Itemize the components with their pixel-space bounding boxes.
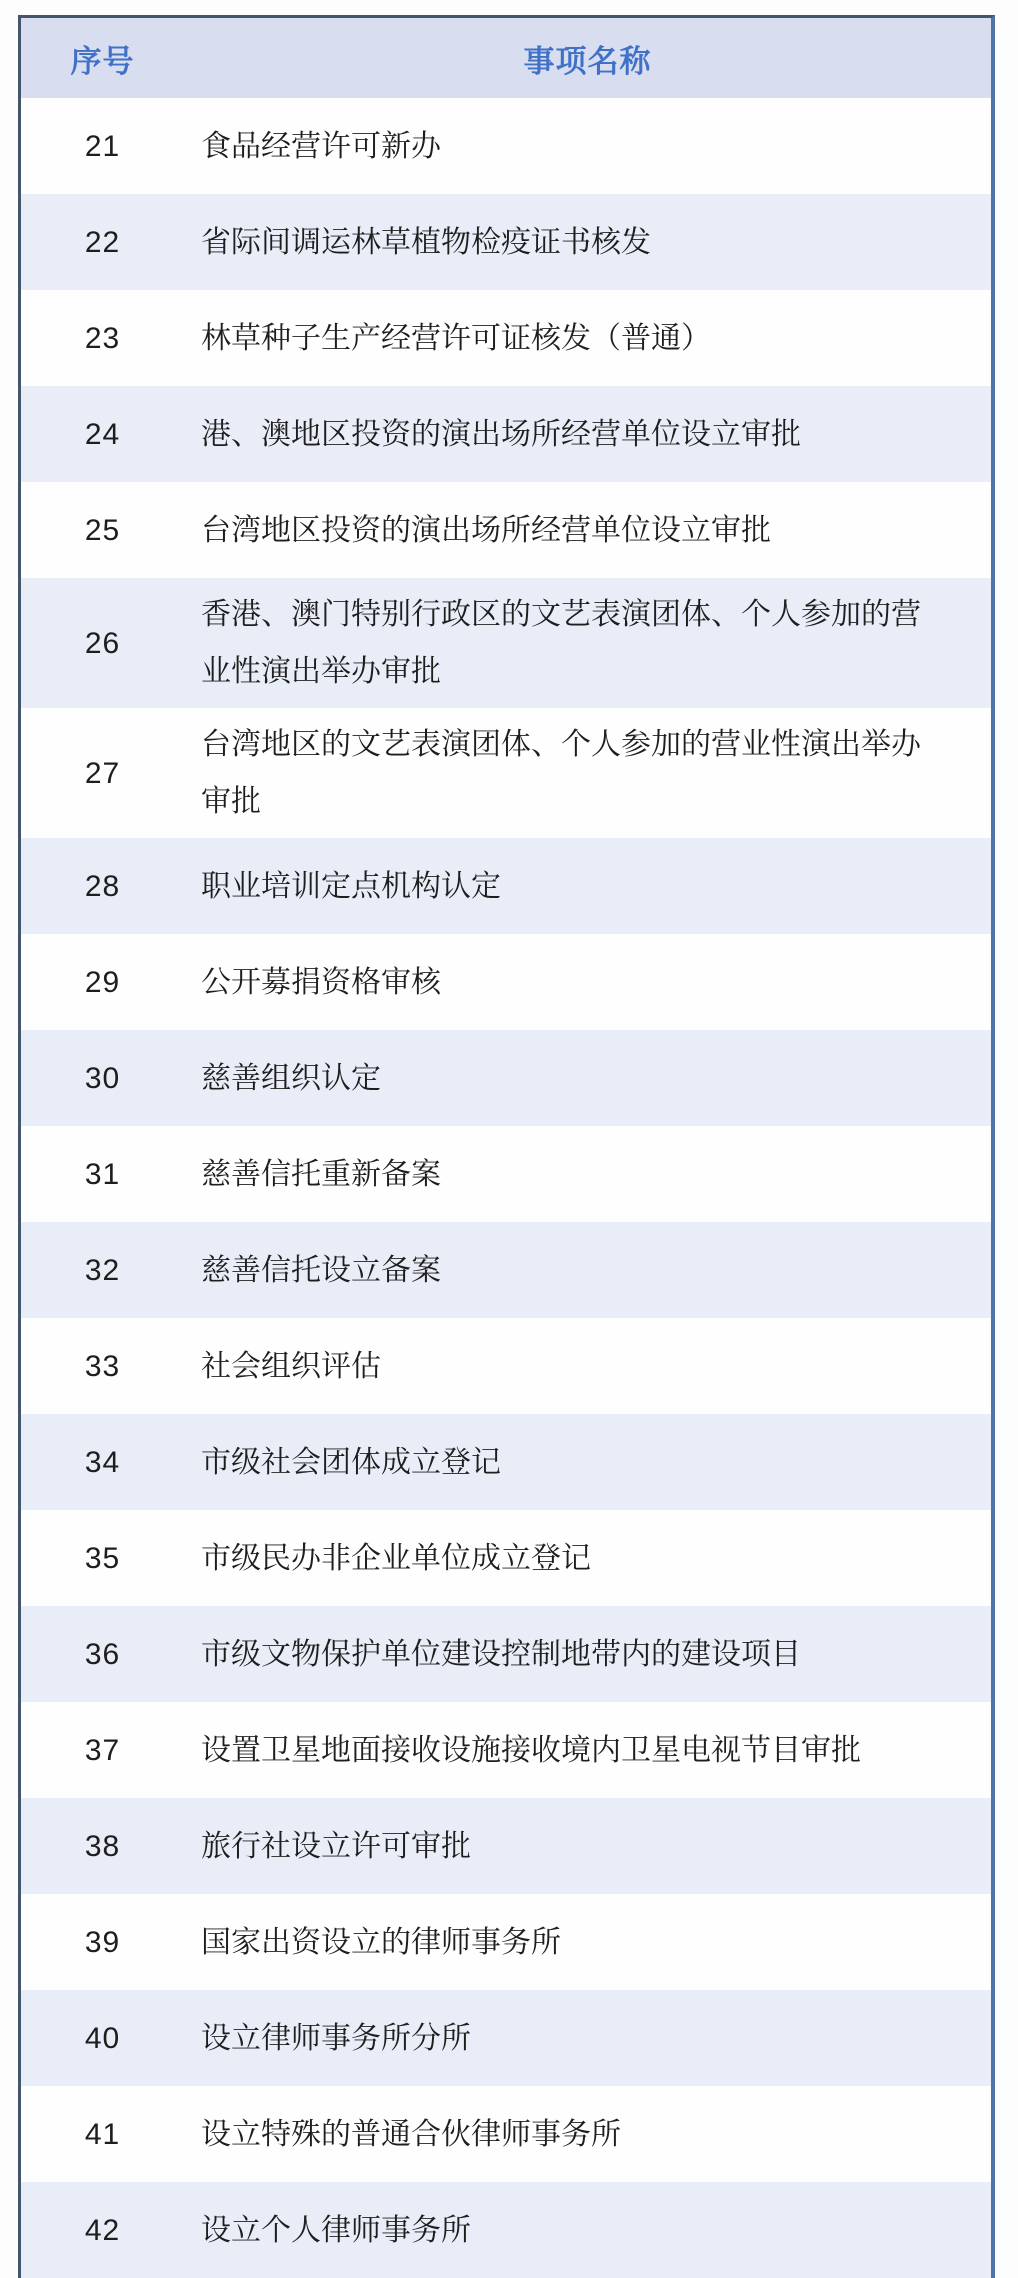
row-name: 市级社会团体成立登记: [201, 1445, 501, 1479]
row-name: 设立个人律师事务所: [201, 2213, 471, 2247]
table-body: [21, 98, 991, 2278]
row-name: 慈善信托设立备案: [201, 1253, 441, 1287]
header-serial-number: 序号: [21, 18, 184, 98]
row-number: 28: [84, 869, 121, 903]
row-number: 33: [84, 1349, 121, 1383]
row-name: 国家出资设立的律师事务所: [201, 1925, 561, 1959]
table-row: [21, 386, 991, 482]
table-row: [21, 934, 991, 1030]
header-row: [21, 18, 991, 98]
row-number: 21: [84, 129, 121, 163]
row-number: 24: [84, 417, 121, 451]
row-number: 40: [84, 2021, 121, 2055]
table-row: [21, 578, 991, 708]
header-item-name: 事项名称: [184, 18, 991, 98]
table-row: [21, 1126, 991, 1222]
row-name: 港、澳地区投资的演出场所经营单位设立审批: [201, 417, 801, 451]
table-header: [21, 18, 991, 98]
row-number: 36: [84, 1637, 121, 1671]
row-name: 社会组织评估: [201, 1349, 381, 1383]
row-number: 38: [84, 1829, 121, 1863]
table-row: [21, 482, 991, 578]
table-row: [21, 838, 991, 934]
row-name: 职业培训定点机构认定: [201, 869, 501, 903]
row-number: 27: [84, 756, 121, 790]
row-number: 29: [84, 965, 121, 999]
row-number: 34: [84, 1445, 121, 1479]
row-name: 设立特殊的普通合伙律师事务所: [201, 2117, 621, 2151]
table-row: [21, 1894, 991, 1990]
approval-items-table: [18, 15, 995, 2278]
row-number: 30: [84, 1061, 121, 1095]
row-number: 25: [84, 513, 121, 547]
row-name: 慈善信托重新备案: [201, 1157, 441, 1191]
row-name: 设立律师事务所分所: [201, 2021, 471, 2055]
table-row: [21, 1318, 991, 1414]
table-row: [21, 98, 991, 194]
table-row: [21, 194, 991, 290]
table-row: [21, 708, 991, 838]
row-number: 41: [84, 2117, 121, 2151]
row-name: 设置卫星地面接收设施接收境内卫星电视节目审批: [201, 1733, 861, 1767]
row-name: 食品经营许可新办: [201, 129, 441, 163]
row-name: 省际间调运林草植物检疫证书核发: [201, 225, 651, 259]
row-name: 旅行社设立许可审批: [201, 1829, 471, 1863]
table-row: [21, 290, 991, 386]
row-name: 公开募捐资格审核: [201, 965, 441, 999]
row-name: 慈善组织认定: [201, 1061, 381, 1095]
table-row: [21, 1606, 991, 1702]
table-row: [21, 1222, 991, 1318]
table-row: [21, 1798, 991, 1894]
table-row: [21, 2182, 991, 2278]
row-name: 台湾地区投资的演出场所经营单位设立审批: [201, 513, 771, 547]
row-number: 22: [84, 225, 121, 259]
row-name: 台湾地区的文艺表演团体、个人参加的营业性演出举办审批: [201, 728, 921, 818]
table-row: [21, 2086, 991, 2182]
row-name: 香港、澳门特别行政区的文艺表演团体、个人参加的营业性演出举办审批: [201, 598, 921, 688]
row-number: 39: [84, 1925, 121, 1959]
row-number: 32: [84, 1253, 121, 1287]
row-name: 林草种子生产经营许可证核发（普通）: [201, 321, 711, 355]
row-name: 市级文物保护单位建设控制地带内的建设项目: [201, 1637, 801, 1671]
row-number: 23: [84, 321, 121, 355]
row-number: 35: [84, 1541, 121, 1575]
row-number: 37: [84, 1733, 121, 1767]
items-table: [21, 18, 991, 2278]
row-name: 市级民办非企业单位成立登记: [201, 1541, 591, 1575]
row-number: 42: [84, 2213, 121, 2247]
row-number: 31: [84, 1157, 121, 1191]
table-row: [21, 1702, 991, 1798]
table-row: [21, 1414, 991, 1510]
row-number: 26: [84, 626, 121, 660]
table-row: [21, 1030, 991, 1126]
table-row: [21, 1990, 991, 2086]
table-row: [21, 1510, 991, 1606]
